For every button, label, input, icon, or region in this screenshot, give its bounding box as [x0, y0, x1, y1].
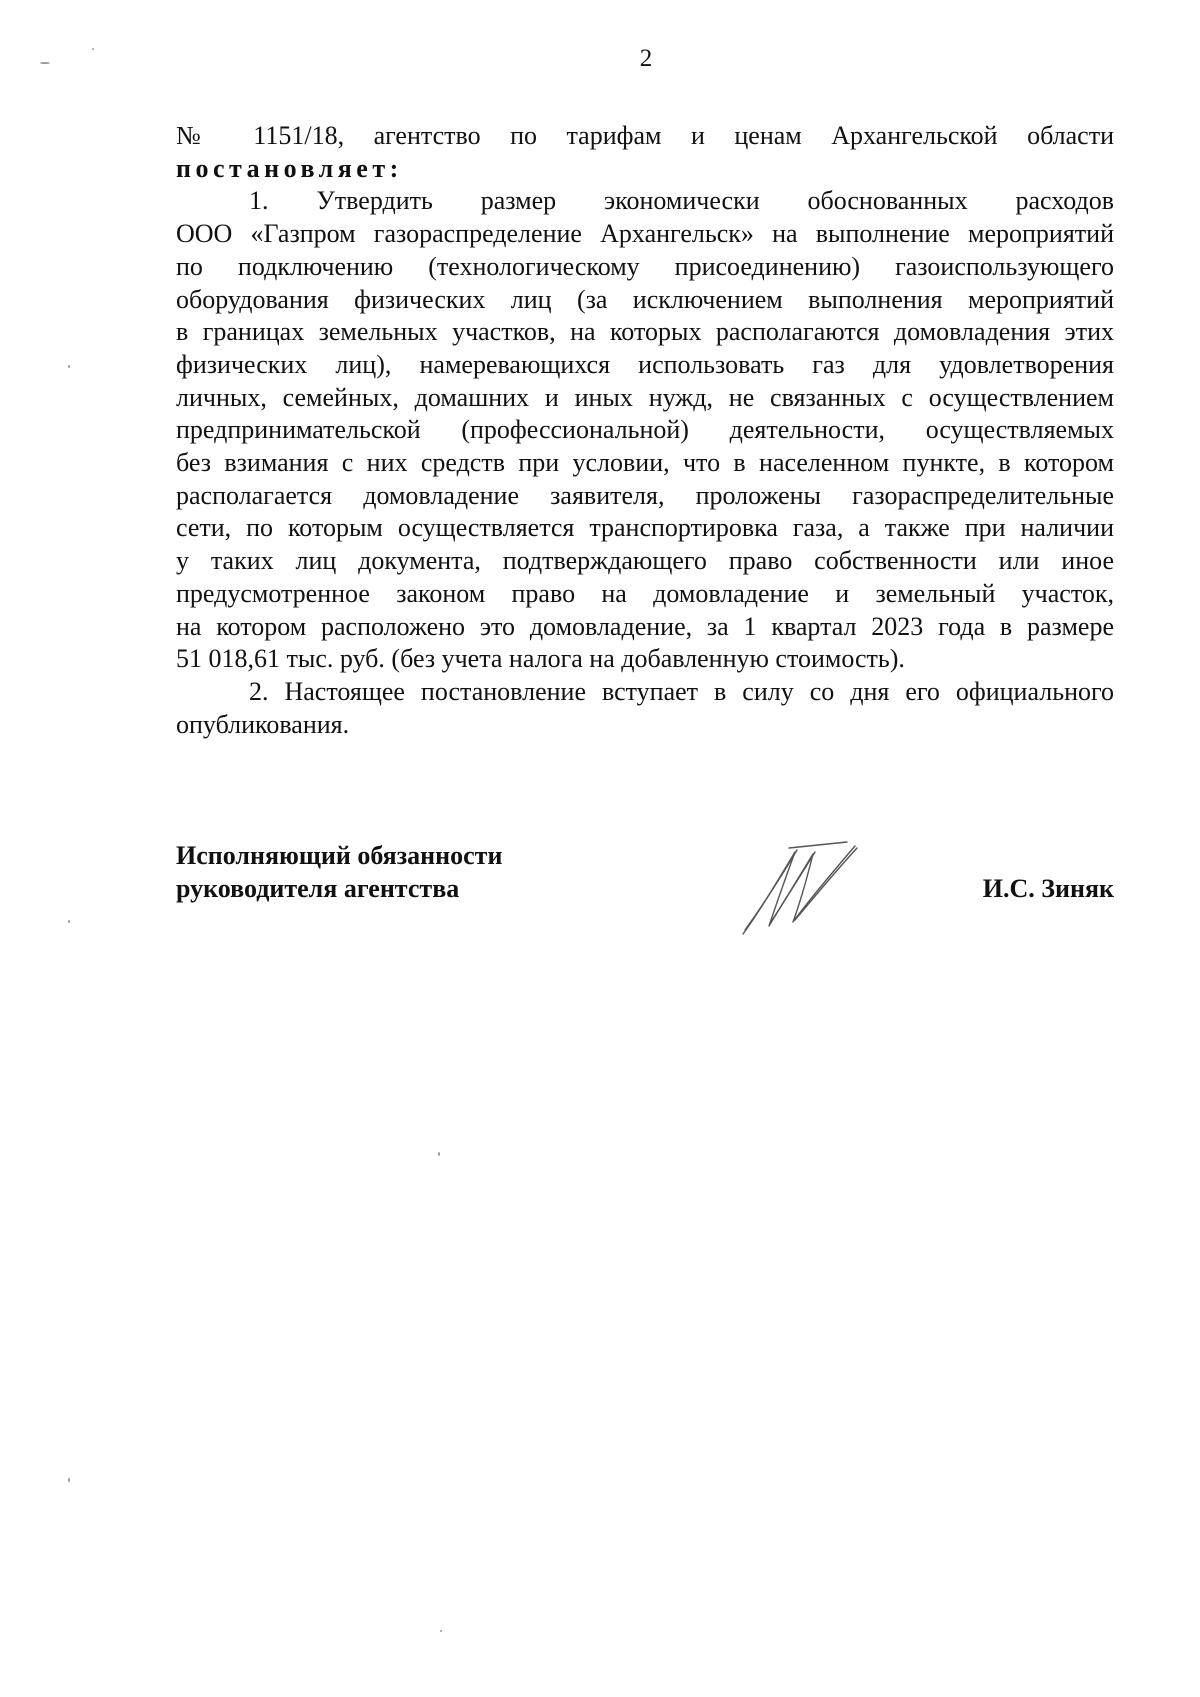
signer-name: И.С. Зиняк [982, 873, 1114, 903]
item1-line: 1. Утвердить размер экономически обоснованных расходов [249, 186, 1114, 216]
item1-line: по подключению (технологическому присоединению) газоиспользующего [176, 251, 1114, 281]
signature-block [176, 840, 1114, 960]
item1-line: на котором расположено это домовладение, за 1 квартал 2023 года в размере [176, 611, 1114, 641]
item1-line: располагается домовладение заявителя, проложены газораспределительные [176, 480, 1114, 510]
signer-position [176, 840, 502, 905]
item2-line: опубликования. [176, 709, 350, 739]
item1-line: предпринимательской (профессиональной) деятельности, осуществляемых [176, 415, 1114, 445]
scan-speck [92, 48, 94, 50]
intro-line: № 1151/18, агентство по тарифам и ценам Архангельской области [176, 121, 1114, 150]
item1-line: у таких лиц документа, подтверждающего право собственности или иное [176, 546, 1114, 576]
item1-line: в границах земельных участков, на которых располагаются домовладения этих [176, 317, 1114, 347]
scan-speck [68, 365, 70, 368]
document-body [176, 120, 1114, 741]
item1-line: 51 018,61 тыс. руб. (без учета налога на добавленную стоимость). [176, 644, 905, 674]
item2-line: 2. Настоящее постановление вступает в силу со дня его официального [249, 676, 1114, 706]
scan-speck [40, 62, 50, 64]
item1-line: без взимания с них средств при условии, что в населенном пункте, в котором [176, 448, 1114, 478]
scan-speck [440, 1630, 442, 1632]
handwritten-signature [731, 834, 861, 944]
item1-line: физических лиц), намеревающихся использовать газ для удовлетворения [176, 349, 1114, 379]
item1-line: предусмотренное законом право на домовладение и земельный участок, [176, 578, 1114, 608]
item1-line: оборудования физических лиц (за исключением выполнения мероприятий [176, 284, 1114, 314]
scan-speck [68, 1478, 70, 1482]
signer-position-line: Исполняющий обязанности [176, 841, 503, 870]
page-number: 2 [639, 45, 653, 72]
scan-speck [438, 1152, 440, 1156]
item1-line: ООО «Газпром газораспределение Архангельск» на выполнение мероприятий [176, 219, 1114, 249]
item1-line: личных, семейных, домашних и иных нужд, не связанных с осуществлением [176, 382, 1114, 412]
decree-word: постановляет: [176, 153, 403, 183]
scan-speck [68, 920, 70, 923]
signer-position-line: руководителя агентства [176, 873, 460, 903]
item1-line: сети, по которым осуществляется транспортировка газа, а также при наличии [176, 513, 1114, 543]
